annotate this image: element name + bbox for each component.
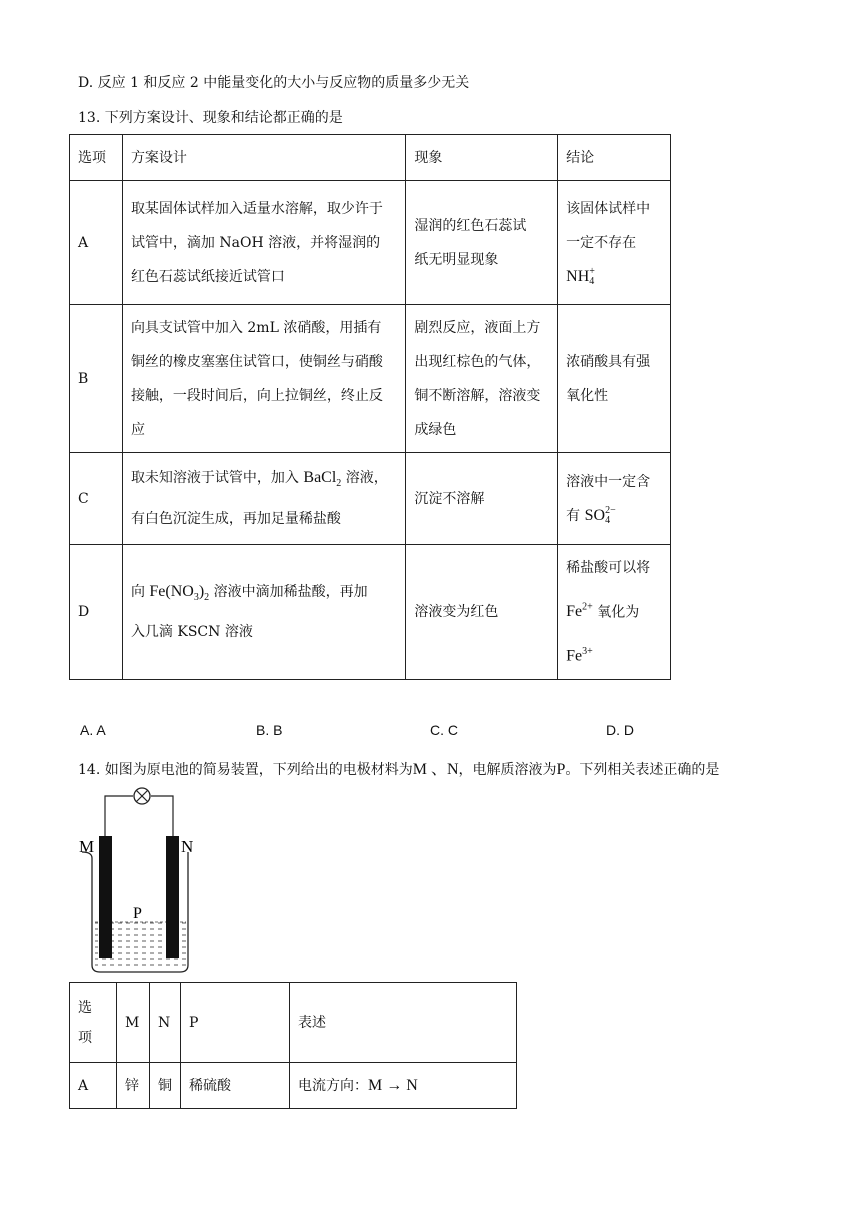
q14-row-a-p: 稀硫酸	[181, 1063, 290, 1109]
q14-stem-pre: 14. 如图为原电池的简易装置，下列给出的电极材料为	[78, 762, 413, 778]
q14-header-desc: 表述	[290, 983, 517, 1063]
header-phenomenon: 现象	[406, 135, 558, 181]
formula-so: SO	[584, 506, 606, 524]
formula-feno-sub: 3	[193, 592, 199, 604]
row-c-concl-line-1: 溶液中一定含	[566, 473, 651, 490]
table-row-b	[70, 305, 671, 453]
answer-c: C. C	[430, 722, 458, 738]
row-c-concl-pre: 有	[566, 507, 585, 524]
row-b-concl-line-2: 氧化性	[566, 387, 609, 404]
formula-fe2-charge: 2+	[582, 601, 593, 613]
option-d-text: D. 反应 1 和反应 2 中能量变化的大小与反应物的质量多少无关	[78, 75, 470, 91]
row-b-phen-line-2: 出现红棕色的气体，	[414, 353, 541, 370]
row-b-phenomenon	[406, 305, 558, 453]
bulb-icon	[134, 788, 150, 804]
table-header-row	[70, 135, 671, 181]
formula-fe2: Fe	[566, 603, 583, 620]
header-conclusion: 结论	[558, 135, 671, 181]
q14-stem-mn: M 、N	[412, 761, 459, 778]
label-n: N	[181, 837, 194, 856]
row-d-concl-post: 氧化为	[592, 604, 640, 620]
row-c-design-post: 溶液，	[341, 470, 388, 487]
row-b-concl-line-1: 浓硝酸具有强	[566, 353, 651, 370]
formula-bacl: BaCl	[303, 469, 337, 487]
row-d-phenomenon: 溶液变为红色	[406, 545, 558, 680]
row-b-conclusion	[558, 305, 671, 453]
q14-header-option-2: 项	[78, 1029, 92, 1046]
row-d-concl-line-3	[566, 632, 662, 676]
question-14-stem	[78, 756, 719, 779]
row-b-phen-line-4: 成绿色	[414, 421, 457, 438]
row-b-design-line-2: 铜丝的橡皮塞塞住试管口，使铜丝与硝酸	[130, 353, 383, 370]
answer-b: B. B	[256, 722, 283, 738]
table-row-a	[70, 181, 671, 305]
row-a-option: A	[70, 181, 123, 305]
header-design: 方案设计	[122, 135, 405, 181]
table-row-c	[70, 453, 671, 545]
row-b-phen-line-3: 铜不断溶解，溶液变	[414, 387, 541, 404]
q14-header-p: P	[181, 983, 290, 1063]
question-13-table	[69, 134, 671, 680]
sulfate-formula	[584, 504, 616, 526]
iron-nitrate-formula	[149, 582, 210, 604]
row-a-design	[122, 181, 405, 305]
row-b-design-line-3: 接触，一段时间后，向上拉铜丝，终止反	[130, 387, 383, 404]
row-c-design-line-2: 有白色沉淀生成，再加足量稀盐酸	[130, 510, 341, 527]
formula-fe3-charge: 3+	[582, 646, 593, 657]
fe2-formula	[566, 603, 593, 620]
row-c-design	[122, 453, 405, 545]
formula-so-sub: 4	[605, 514, 611, 526]
q14-row-a-desc-text: 电流方向：	[298, 1077, 368, 1094]
formula-feno-sub2: 2	[204, 592, 210, 604]
electrode-n	[166, 836, 179, 958]
row-a-design-line-1: 取某固体试样加入适量水溶解，取少许于	[130, 200, 383, 217]
label-m: M	[79, 837, 95, 856]
ammonium-formula	[566, 260, 662, 294]
q14-header-option	[70, 983, 117, 1063]
row-d-option: D	[70, 545, 123, 680]
q14-stem-post: 。下列相关表述正确的是	[565, 762, 720, 778]
formula-fe3: Fe	[566, 647, 583, 665]
formula-charge: +	[589, 265, 595, 277]
row-d-design-line-2: 入几滴 KSCN 溶液	[130, 624, 253, 641]
bacl2-formula	[303, 469, 342, 490]
row-d-design-pre: 向	[130, 583, 150, 600]
q14-row-a-desc	[290, 1063, 517, 1109]
row-a-phen-line-1: 湿润的红色石蕊试	[414, 217, 527, 234]
answer-a: A. A	[80, 722, 106, 738]
row-d-conclusion	[558, 545, 671, 680]
row-a-concl-line-2: 一定不存在	[566, 234, 637, 251]
answer-d: D. D	[606, 722, 634, 738]
row-a-design-line-3: 红色石蕊试纸接近试管口	[130, 268, 285, 285]
row-a-conclusion	[558, 181, 671, 305]
q14-row-a-n: 铜	[150, 1063, 181, 1109]
header-option: 选项	[70, 135, 123, 181]
table-row-d	[70, 545, 671, 680]
row-d-concl-line-2	[566, 588, 662, 632]
q14-header-m: M	[117, 983, 150, 1063]
galvanic-cell-diagram	[70, 782, 210, 978]
row-b-design	[122, 305, 405, 453]
q14-row-a-option: A	[70, 1063, 117, 1109]
q14-header-option-1: 选	[78, 999, 92, 1016]
row-d-concl-line-1: 稀盐酸可以将	[566, 559, 651, 576]
formula-bacl-sub: 2	[336, 478, 342, 490]
row-c-concl-line-2	[566, 499, 662, 533]
q14-header-row	[70, 983, 517, 1063]
q14-header-n: N	[150, 983, 181, 1063]
formula-nh: NH	[566, 267, 590, 285]
label-p: P	[133, 905, 142, 922]
row-b-design-line-4: 应	[130, 421, 145, 438]
q14-stem-p: P	[556, 761, 566, 778]
q14-row-a-m: 锌	[117, 1063, 150, 1109]
row-d-design-post: 溶液中滴加稀盐酸，再加	[209, 583, 368, 600]
question-14-table	[69, 982, 517, 1109]
row-a-design-line-2: 试管中，滴加 NaOH 溶液，并将湿润的	[130, 234, 381, 251]
q14-row-a-current-direction: M → N	[368, 1076, 418, 1094]
q14-row-a	[70, 1063, 517, 1109]
row-b-design-line-1: 向具支试管中加入 2mL 浓硝酸，用插有	[130, 319, 382, 336]
formula-so-charge: 2−	[605, 504, 616, 516]
q14-stem-mid: ，电解质溶液为	[458, 762, 557, 778]
formula-feno-close: )	[198, 582, 205, 600]
row-c-option: C	[70, 453, 123, 545]
electrode-m	[99, 836, 112, 958]
formula-subscript: 4	[589, 275, 595, 287]
question-13-stem: 13. 下列方案设计、现象和结论都正确的是	[78, 110, 343, 126]
formula-feno: Fe(NO	[149, 582, 194, 600]
row-d-design	[122, 545, 405, 680]
row-a-phen-line-2: 纸无明显现象	[414, 251, 499, 268]
row-b-option: B	[70, 305, 123, 453]
row-c-design-line-1	[131, 461, 397, 501]
row-d-design-line-1	[131, 575, 397, 615]
row-c-design-pre: 取未知溶液于试管中，加入	[130, 470, 304, 487]
row-b-phen-line-1: 剧烈反应，液面上方	[414, 319, 541, 336]
row-c-phenomenon: 沉淀不溶解	[406, 453, 558, 545]
row-c-conclusion	[558, 453, 671, 545]
row-a-phenomenon	[406, 181, 558, 305]
row-a-concl-line-1: 该固体试样中	[566, 200, 651, 217]
